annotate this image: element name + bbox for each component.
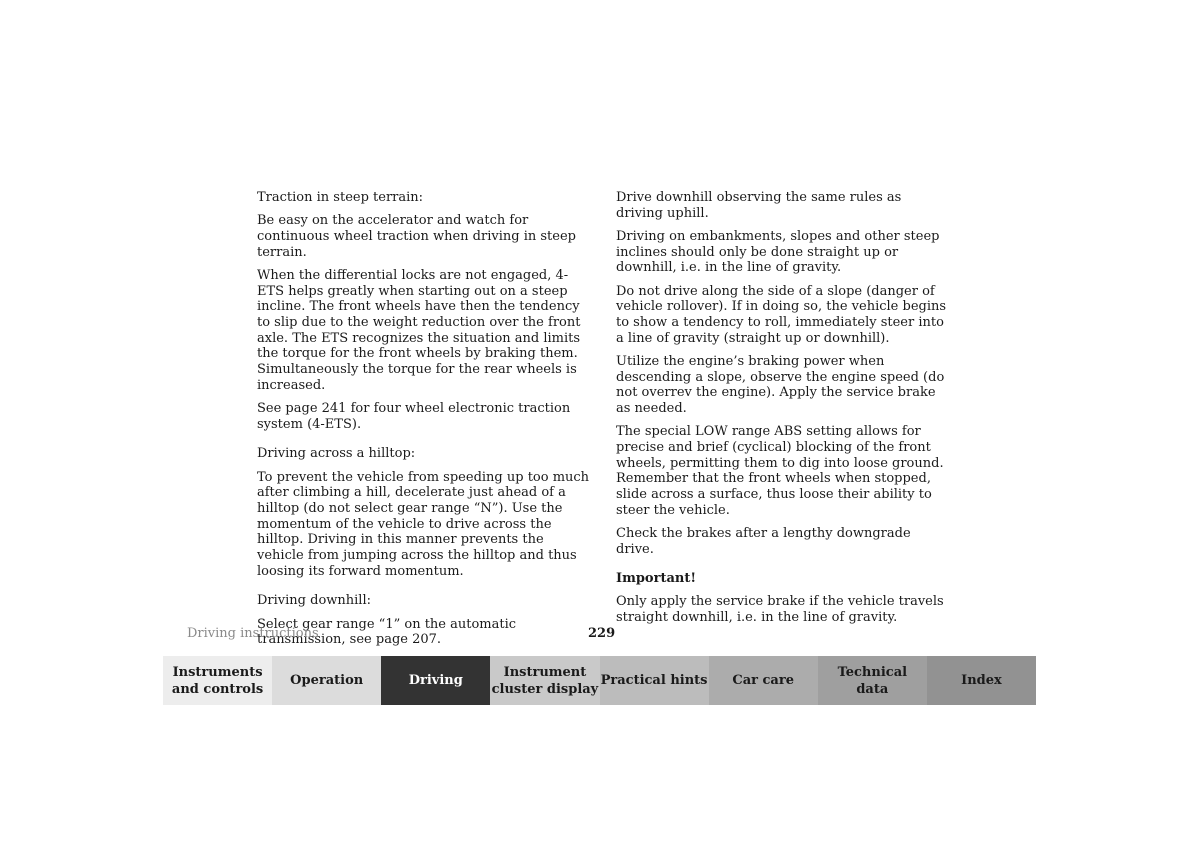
paragraph: See page 241 for four wheel electronic traction system (4-ETS). (257, 400, 571, 432)
page-number: 229 (588, 626, 616, 641)
paragraph: Only apply the service brake if the vehicle travels straight downhill, i.e. in the line of gravity. (616, 594, 944, 626)
tab-instruments-and-controls[interactable]: Instruments and controls (163, 656, 272, 705)
tab-car-care[interactable]: Car care (709, 656, 818, 705)
paragraph: Do not drive along the side of a slope (danger of vehicle rollover). If in doing so, the vehicle begins to show a tendency to roll, immediately steer into a line of gravity (straight up or downhill). (616, 283, 947, 346)
subheading-steep-terrain: Traction in steep terrain: (257, 190, 424, 205)
right-column (616, 190, 951, 633)
paragraph: When the differential locks are not engaged, 4-ETS helps greatly when starting out on a steep incline. The front wheels have then the tendency to slip due to the weight reduction over the front axle. The ETS recognizes the situation and limits the torque for the front wheels by braking them. Simultaneously the torque for the rear wheels is increased. (257, 267, 581, 393)
left-column (257, 190, 592, 656)
paragraph: The special LOW range ABS setting allows for precise and brief (cyclical) blocking of the front wheels, permitting them to dig into loose ground. Remember that the front wheels when stopped, slide across a surface, thus loose their ability to steer the vehicle. (616, 424, 944, 518)
paragraph: Be easy on the accelerator and watch for continuous wheel traction when driving in steep terrain. (257, 213, 576, 260)
tab-practical-hints[interactable]: Practical hints (600, 656, 709, 705)
paragraph: Check the brakes after a lengthy downgrade drive. (616, 525, 911, 557)
paragraph: To prevent the vehicle from speeding up too much after climbing a hill, decelerate just ahead of a hilltop (do not select gear range “N”). Use the momentum of the vehicle to drive across the hilltop. Driving in this manner prevents the vehicle from jumping across the hilltop and thus loosing its forward momentum. (257, 469, 590, 579)
tab-instrument-cluster-display[interactable]: Instrument cluster display (490, 656, 599, 705)
paragraph: Drive downhill observing the same rules as driving uphill. (616, 190, 902, 221)
tab-operation[interactable]: Operation (272, 656, 381, 705)
important-heading: Important! (616, 571, 697, 587)
tab-driving[interactable]: Driving (381, 656, 490, 705)
tab-technical-data[interactable]: Technical data (818, 656, 927, 705)
subheading-hilltop: Driving across a hilltop: (257, 446, 416, 462)
chapter-nav-bar (163, 656, 1036, 705)
paragraph: Utilize the engine’s braking power when descending a slope, observe the engine speed (do not overrev the engine). Apply the service brake as needed. (616, 353, 945, 416)
subheading-downhill: Driving downhill: (257, 593, 371, 609)
section-title: Driving instructions (187, 626, 319, 641)
paragraph: Driving on embankments, slopes and other steep inclines should only be done straight up or downhill, i.e. in the line of gravity. (616, 228, 940, 276)
paragraph: Select gear range “1” on the automatic transmission, see page 207. (257, 616, 517, 648)
tab-index[interactable]: Index (927, 656, 1036, 705)
